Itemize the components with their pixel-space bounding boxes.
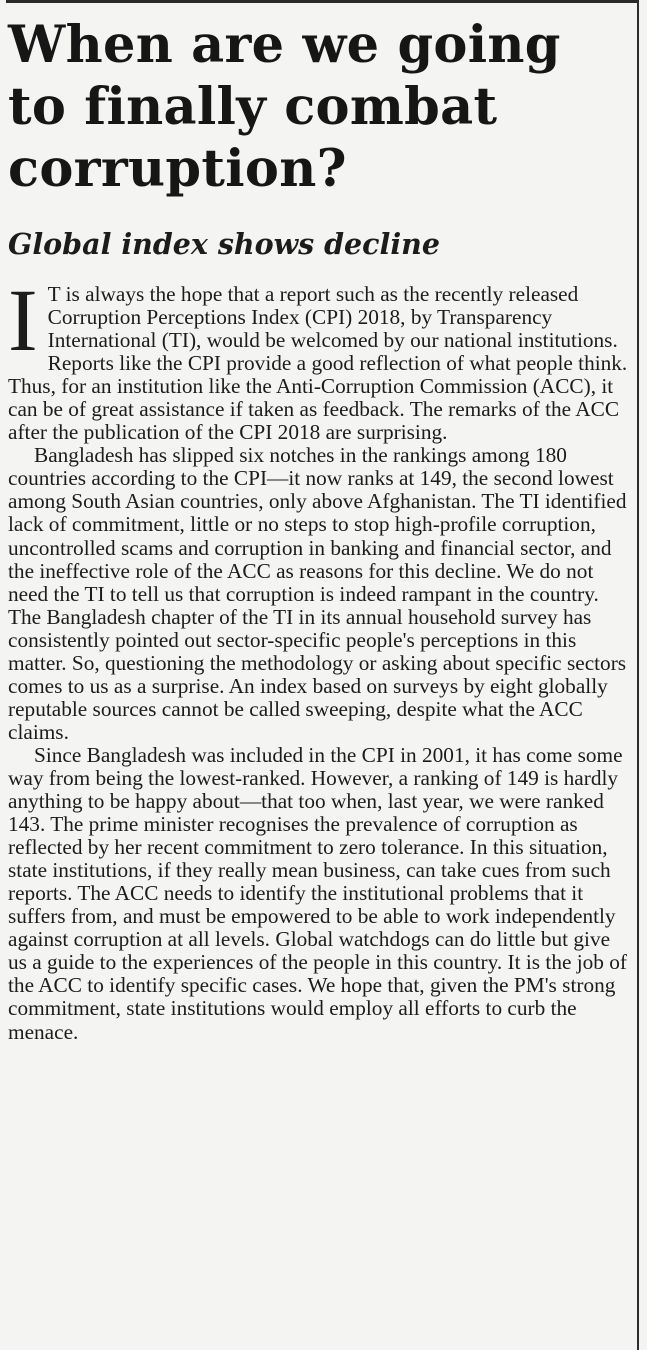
top-rule [6,0,638,3]
paragraph-1-text: T is always the hope that a report such as the recently released Corruption Perceptions Index (CPI) 2018, by Transparency International (TI), would be welcomed by our national institutions. Reports like the CPI provide a good reflection of what people think. Thus, for an institution like the Anti-Corruption Commission (ACC), it can be of great assistance if taken as feedback. The remarks of the ACC after the publication of the CPI 2018 are surprising. [8,282,628,445]
headline: When are we going to finally combat corruption? [8,15,561,199]
paragraph-2: Bangladesh has slipped six notches in the rankings among 180 countries according to the CPI—it now ranks at 149, the second lowest among South Asian countries, only above Afghanistan. The TI identified lack of commitment, little or no steps to stop high-profile corruption, uncontrolled scams and corruption in banking and financial sector, and the ineffective role of the ACC as reasons for this decline. We do not need the TI to tell us that corruption is indeed rampant in the country. The Bangladesh chapter of the TI in its annual household survey has consistently pointed out sector-specific people's perceptions in this matter. So, questioning the methodology or asking about specific sectors comes to us as a surprise. An index based on surveys by eight globally reputable sources cannot be called sweeping, despite what the ACC claims. [8,443,627,744]
paragraph-3: Since Bangladesh was included in the CPI in 2001, it has come some way from being the lowest-ranked. However, a ranking of 149 is hardly anything to be happy about—that too when, last year, we were ranked 143. The prime minister recognises the prevalence of corruption as reflected by her recent commitment to zero tolerance. In this situation, state institutions, if they really mean business, can take cues from such reports. The ACC needs to identify the institutional problems that it suffers from, and must be empowered to be able to work independently against corruption at all levels. Global watchdogs can do little but give us a guide to the experiences of the people in this country. It is the job of the ACC to identify specific cases. We hope that, given the PM's strong commitment, state institutions would employ all efforts to curb the menace. [8,742,628,1044]
column-rule [637,0,639,1350]
subhead: Global index shows decline [8,227,441,261]
paragraph-1 [8,272,630,445]
article-body [8,272,630,1044]
drop-cap: I [8,272,38,370]
